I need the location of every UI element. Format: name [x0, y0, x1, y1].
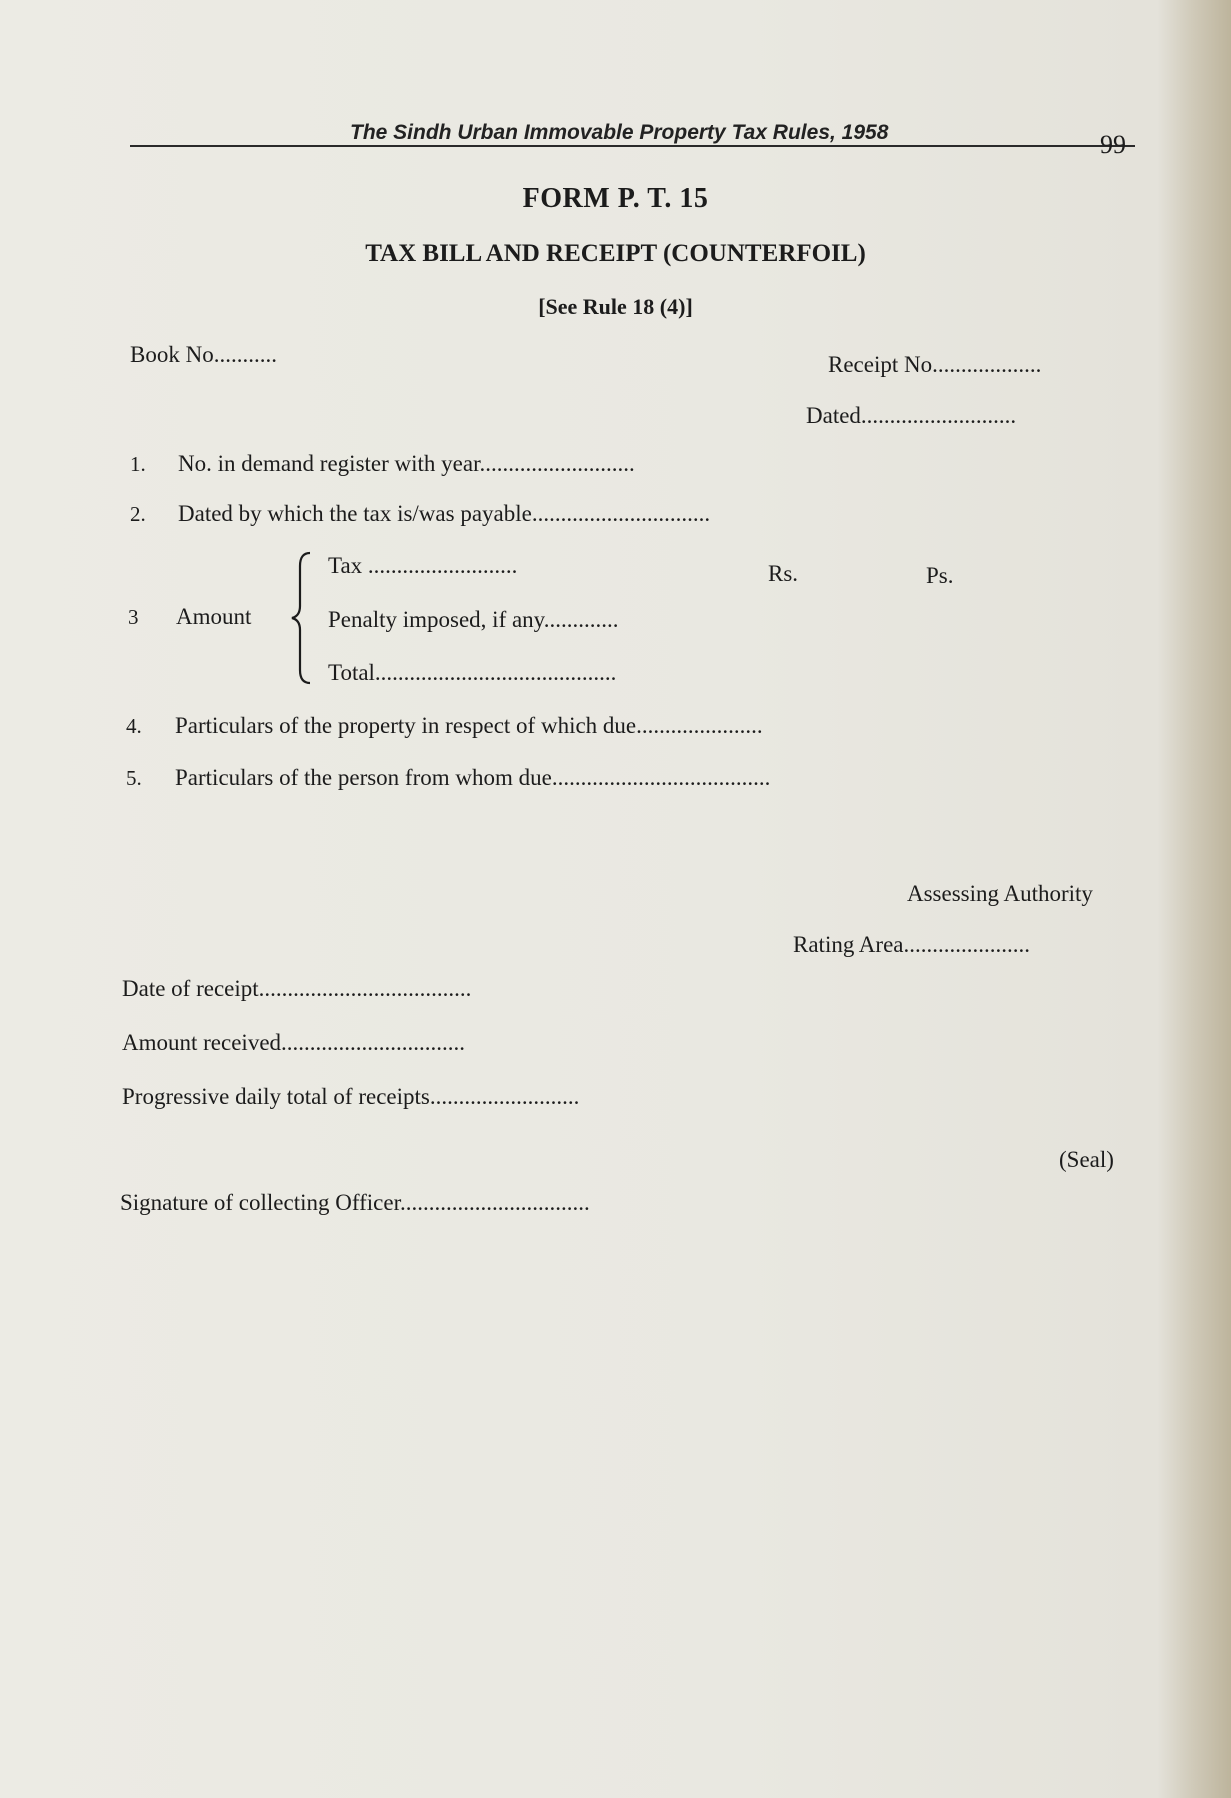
progressive-total-field: Progressive daily total of receipts..........................	[122, 1084, 580, 1109]
item-4-text: Particulars of the property in respect of which due......................	[175, 713, 763, 738]
item-5-number: 5.	[126, 766, 142, 790]
left-brace-icon	[290, 550, 314, 686]
rupees-column-label: Rs.	[768, 561, 799, 586]
rating-area-field: Rating Area......................	[793, 932, 1030, 957]
item-3-number: 3	[128, 605, 139, 629]
form-rule-reference: [See Rule 18 (4)]	[538, 294, 693, 319]
signature-field: Signature of collecting Officer.................................	[120, 1190, 590, 1215]
dated-field: Dated...........................	[806, 403, 1017, 428]
item-3-penalty: Penalty imposed, if any.............	[328, 607, 619, 632]
form-title: FORM P. T. 15	[522, 183, 709, 214]
item-2-text: Dated by which the tax is/was payable...............................	[178, 501, 711, 526]
form-subtitle: TAX BILL AND RECEIPT (COUNTERFOIL)	[365, 240, 866, 267]
date-of-receipt-field: Date of receipt.....................................	[122, 976, 472, 1001]
item-5-text: Particulars of the person from whom due......................................	[175, 765, 771, 790]
book-no-field: Book No...........	[130, 342, 277, 367]
item-2-number: 2.	[130, 502, 146, 526]
item-3-tax: Tax ..........................	[328, 553, 518, 578]
amount-received-field: Amount received................................	[122, 1030, 466, 1055]
page-number: 99	[1100, 130, 1126, 159]
item-3-label: Amount	[176, 604, 252, 629]
seal-label: (Seal)	[1059, 1147, 1114, 1172]
header-rule	[130, 145, 1135, 147]
item-1-text: No. in demand register with year...........................	[178, 451, 635, 476]
receipt-no-field: Receipt No...................	[828, 352, 1042, 377]
item-4-number: 4.	[126, 714, 142, 738]
assessing-authority-label: Assessing Authority	[907, 881, 1093, 906]
paise-column-label: Ps.	[926, 563, 954, 588]
item-1-number: 1.	[130, 452, 146, 476]
item-3-total: Total..........................................	[328, 660, 617, 685]
running-header-title: The Sindh Urban Immovable Property Tax Rules, 1958	[350, 121, 889, 144]
